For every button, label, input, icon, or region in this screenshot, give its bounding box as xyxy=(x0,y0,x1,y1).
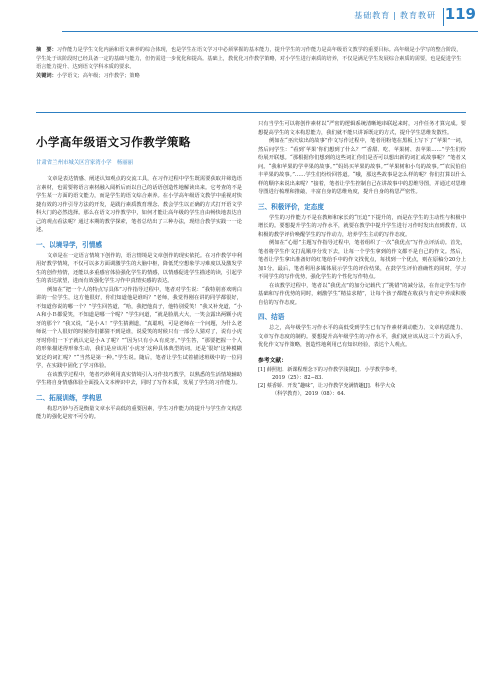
conclusion-paragraph: 总之，高年级学生习作水平的高低受到学生已有写作素材调动能力、文章构思能力、文章写作态度的制约。要想提升高年级学生的习作水平，我们就应该从这三个方面入手，优化作文写作策略，创造性地利用已有知识经验，表达个人观点。 xyxy=(258,325,466,348)
header-rule xyxy=(62,31,478,32)
abstract-paragraph xyxy=(36,46,466,72)
keywords-line xyxy=(36,72,466,81)
author-line: 甘肃省兰州市城关区宫家湾小学 杨丽丽 xyxy=(36,160,134,166)
journal-name: 基础教育 xyxy=(354,11,391,20)
section1-paragraph-2: 例如在“把一个人的特点写具体”习作指导过程中，笔者对学生说：“我特别喜欢明白讲的一位学生，这方他很好，你们知道他是谁吗？”老师，我觉得刚在讲的同学都很好，不知道你说的哪一个？”学生回答道，“哈，我把他真子，他特别爱笑！”我又补充道，“小Ａ和小Ｂ都爱笑，不知道是哪一个呢？”学生问道，“就是脸肌大大，一笑会露出两颗小虎牙的那个？”我又说，“是小Ａ！”学生猜测道，“真聪明，可是老师在一个问题，为什么老师说一个人很好的时候你们都猜不到是谁，说爱笑的时候只有一部分人猜对了，说有小虎牙时你们一下子就认定是小Ａ了呢？”“因为只有小Ａ有虎牙。”学生答，“那要把握一个人的形象描述得形象生动，我们是应该用‘小虎牙’这种具体典型的词，还是‘很好’这种模糊宽泛的词汇呢？”“当然是第一种。”学生说。随后，笔者让学生试着描述班级中的一位同学，在实践中固化了学习体验。 xyxy=(36,286,242,369)
keywords-text: 小学语文；高年级；习作教学；策略 xyxy=(56,72,140,79)
continued-paragraph: 只有当学生可以将创作素材以“严密的逻辑系统清晰地串联起来时，习作任务才算完成。要想提高学生的文本构思能力，我们就不能只讲诉既定的方式，提升学生思维发散性。 xyxy=(258,121,466,136)
journal-section-label xyxy=(354,10,436,21)
reference-1 xyxy=(258,366,466,382)
keywords-label: 关键词： xyxy=(36,72,57,79)
section1-paragraph-1: 文章是在一定语言情境下创作的，语言情境是文章创作的现实依托。在习作教学中利用好教学情境，不仅可以多方面调激学生的大脑中枢，降低凭空想象学习难度以及激发学生的创作热情，还能以多重感官体验强化学生的情感，以情感促进学生描述的读，引起学生的表达欲望，进而有效强化学生习作中真情实感的表达。 xyxy=(36,252,242,284)
intro-paragraph: 文章是表达情感、阐述认知观点的交流工具，在习作过程中学生既需要获取并筛选语言素材，也需要将语言素材融入阅析后而以自己的话语创造性地解读出来。它考查的不是学生某一方面的语文能力，而是学生的语文综合素养。在小学高年级语文教学中重视对快捷有效的习作引导方法的开发，是践行素质教育理念、教会学生以正确的方式打开语文学科大门的必然选择。那么在语文习作教学中，如何才能让高年级的学生自由畅快地表达自己的观点看法呢？通过本期的教学探索，笔者总结出了三种办法，现结合教学实践一一论述。 xyxy=(36,176,242,233)
section-heading-2: 二、拓展训练，学构思 xyxy=(36,393,102,402)
abstract-text: 习作能力是学生文化内涵和语文素养的综合体现，也是学生在语文学习中必须掌握的基本能力，提升学生的习作能力是高年级语文教学的重要目标。高年级是小学写的整合阶段，学生处于该阶段时已经具备一定的基础与能力，但仍需进一步优化和提高。基础上，教优化习作教学策略，对小学生进行素质的培养，不仅是满足学生发展综合素质的需要，也是促进学生语言能力提升、达到语文学科本质的要求。 xyxy=(36,47,462,71)
section3-paragraph-2: 例如在“心愿”主题写作指导过程中，笔者组织了一次“我优点”写作点评活动。首先，笔者将学生作文打乱顺序分发下去，让每一个学生拿到的作文都不是自己的作文。然后，笔者让学生拿出准备好的红笔给手中的作文找优点，每找到一个优点，则在原稿分20分上加1分。最后，笔者利用多媒体展示学生的评价结果，在鼓学生评价准确性的同时，学习不同学生的写作优势，强化学生的个性化写作特点。 xyxy=(258,240,466,280)
section-heading-3: 三、积极评价，定态度 xyxy=(258,202,324,211)
section2-paragraph-1: 构思巧妙与否是衡量文章水平高低的重要因素，学生习作能力的提升与学生作文构思能力的强化是密不可分的。 xyxy=(36,405,242,420)
page-header xyxy=(0,0,496,36)
left-column xyxy=(36,124,242,422)
section3-paragraph-3: 在该教学过程中，笔者以“我优点”的加分记载代了“挑错”的减分法，在肯定学生写作基础和写作优势的同时，刺激学生“精益求精”，让每个孩子都能在收获与肯定中养成积极自信的写作态度。 xyxy=(258,282,466,306)
reference-2-text: [2] 蔡香娇．开发“趣味”，让习作教学充满情趣[J]．科学大众 xyxy=(258,382,396,389)
section2-paragraph-2: 例如在“巫庆炫出的故事”作文写作过程中，笔者用粉笔在黑板上写下了“苹果”一词，然后问学生：“看到‘苹果’你们想到了什么？”“香甜、吃、苹果树、表苹果……”学生们纷纷展开联想。“那根据你们想到的这些词汇你们是否可以想出新的词汇或故事呢？”笔者又问。“我和苹果的学苹果的故事。”“妈妈买苹果的故事。”“苹果树和小鸟的故事。”“农民伯伯丰苹果的故事。”……学生们纷纷回答道。“哦，那这些故事是怎么样的呢？你们打算以什么样的顺序来说出来呢？”接着，笔者让学生控制自己在讲故事中的思维导图，并通过对思维导图进行梳理和推敲，丰富自身的思维角度，提升自身的构思严密性。 xyxy=(258,138,466,195)
reference-2 xyxy=(258,382,466,398)
section-heading-1: 一、以境导学，引情感 xyxy=(36,240,102,249)
right-column xyxy=(258,120,466,398)
abstract-label: 摘 要： xyxy=(36,47,57,53)
reference-1-text: [1] 薛照旭．新课程理念下的习作教学浅探[J]．小学教学参考， xyxy=(258,366,401,373)
header-divider: | xyxy=(393,11,397,20)
section3-paragraph-1: 学生的习作能力不是在教师和家长的“压迫”下提升的，而是在学生的主动性与积极中增长的。要想提升学生的习作水平，就要在教学中提升学生进行习作时发出直到教育，以积极的教学评价唤醒学生的写作动力，培养学生主动的写作态度。 xyxy=(258,214,466,238)
references-heading: 参考文献： xyxy=(258,357,287,364)
page-number: 119 xyxy=(444,5,476,23)
reference-2-source: （科学教育），2019（08）：64. xyxy=(272,391,346,398)
article-title: 小学高年级语文习作教学策略 xyxy=(36,135,191,149)
section-heading-4: 四、结语 xyxy=(258,313,285,321)
reference-1-source: 2019（25）：82−83. xyxy=(272,374,324,381)
section1-paragraph-3: 在该教学过程中，笔者巧妙利用真实情境引入习作技巧教学，以熟悉的生活情境辅助学生将自身情感体验全面投入文本辨识中去，同时了写作本质，发展了学生的习作能力。 xyxy=(36,371,242,386)
abstract-rule xyxy=(36,112,466,113)
section-name: 教育教研 xyxy=(400,11,436,20)
abstract xyxy=(36,46,466,80)
